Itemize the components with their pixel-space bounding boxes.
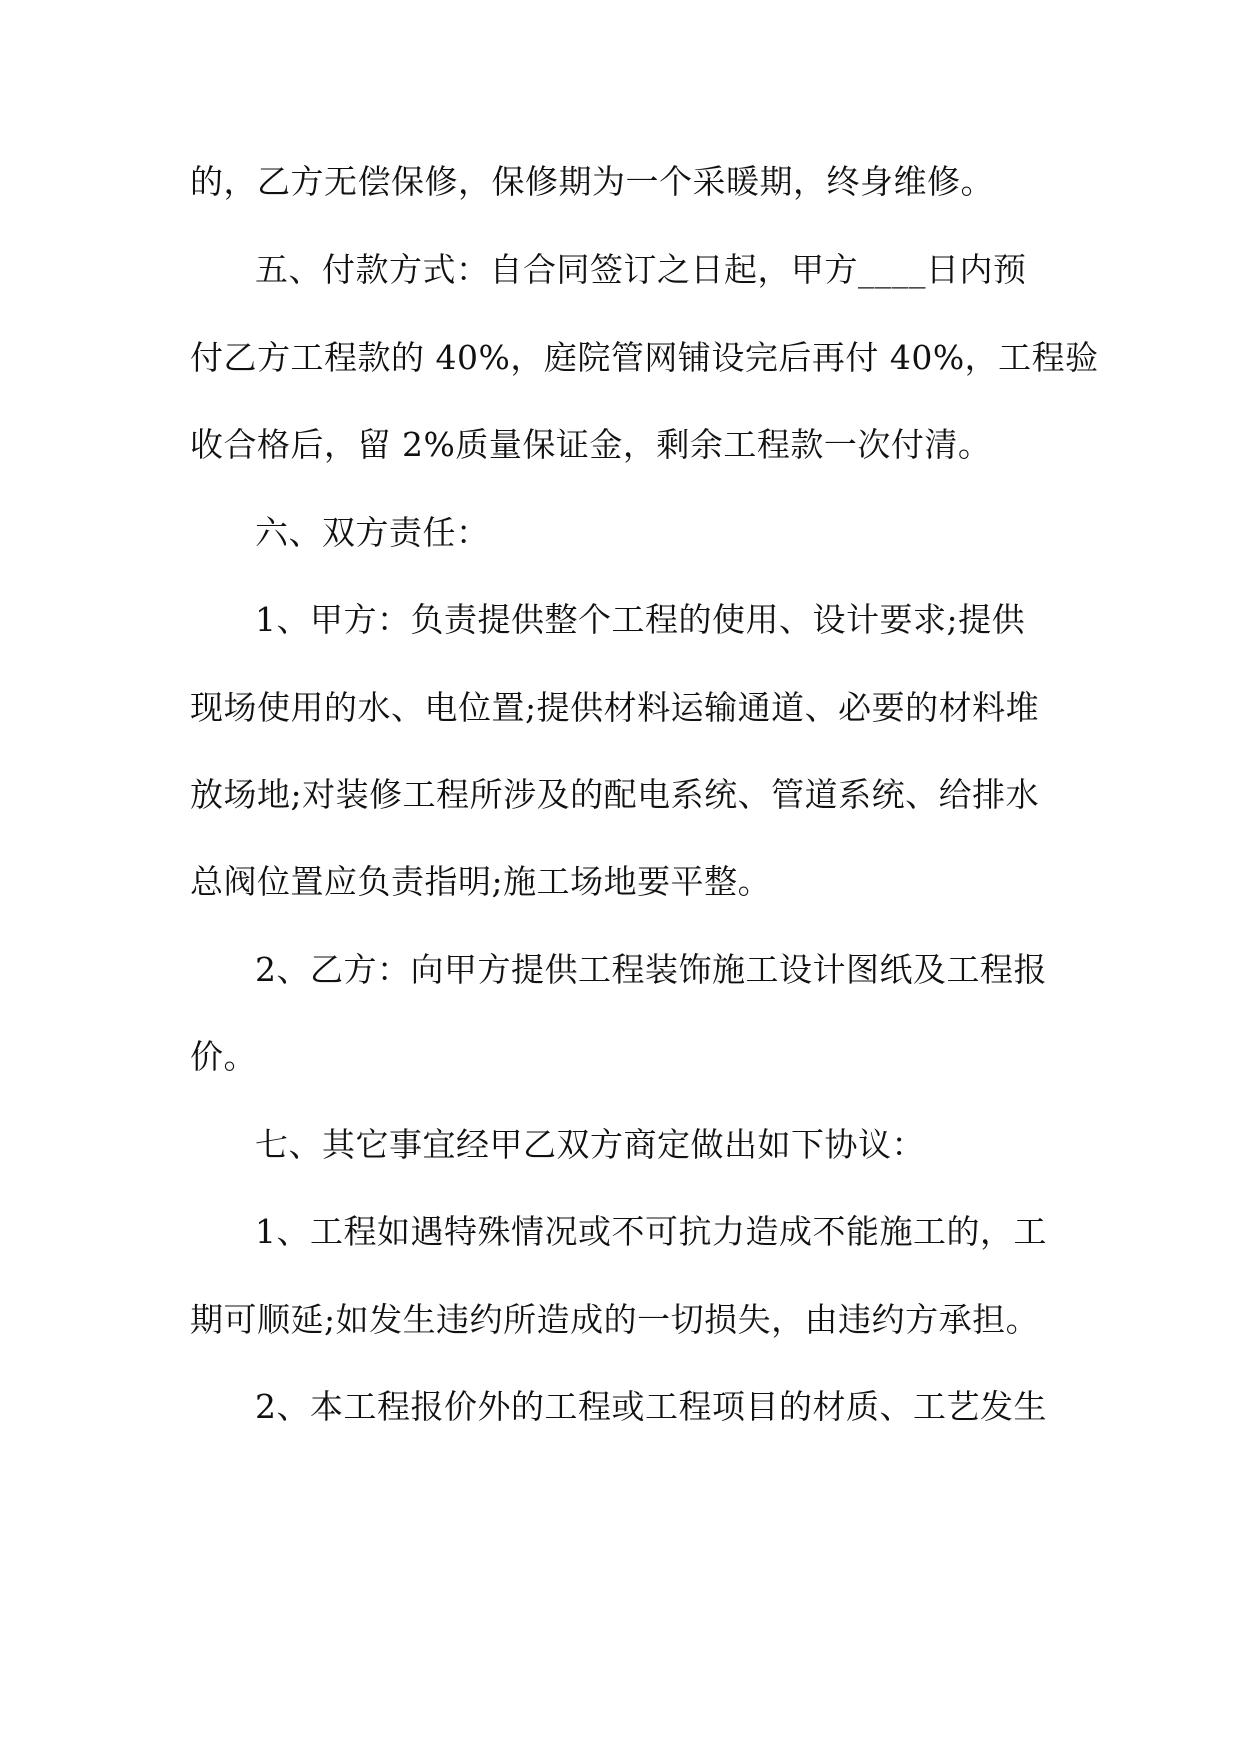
- clause-line: 2、乙方：向甲方提供工程装饰施工设计图纸及工程报: [255, 950, 1047, 989]
- text-line: 付乙方工程款的 40%，庭院管网铺设完后再付 40%，工程验: [190, 338, 1099, 377]
- text-line: 现场使用的水、电位置;提供材料运输通道、必要的材料堆: [190, 688, 1040, 727]
- section-heading-payment: 五、付款方式：自合同签订之日起，甲方____日内预: [255, 250, 1027, 289]
- text-line: 的，乙方无偿保修，保修期为一个采暖期，终身维修。: [190, 162, 994, 201]
- clause-line: 1、工程如遇特殊情况或不可抗力造成不能施工的，工: [255, 1212, 1047, 1251]
- clause-line: 2、本工程报价外的工程或工程项目的材质、工艺发生: [255, 1387, 1047, 1426]
- text-line: 期可顺延;如发生违约所造成的一切损失，由违约方承担。: [190, 1300, 1040, 1339]
- text-line: 总阀位置应负责指明;施工场地要平整。: [190, 862, 772, 901]
- section-heading-other-matters: 七、其它事宜经甲乙双方商定做出如下协议：: [255, 1125, 925, 1164]
- text-line: 价。: [190, 1037, 257, 1076]
- clause-line: 1、甲方：负责提供整个工程的使用、设计要求;提供: [255, 600, 1026, 639]
- text-line: 收合格后，留 2%质量保证金，剩余工程款一次付清。: [190, 425, 992, 464]
- section-heading-responsibilities: 六、双方责任：: [255, 513, 490, 552]
- text-line: 放场地;对装修工程所涉及的配电系统、管道系统、给排水: [190, 775, 1040, 814]
